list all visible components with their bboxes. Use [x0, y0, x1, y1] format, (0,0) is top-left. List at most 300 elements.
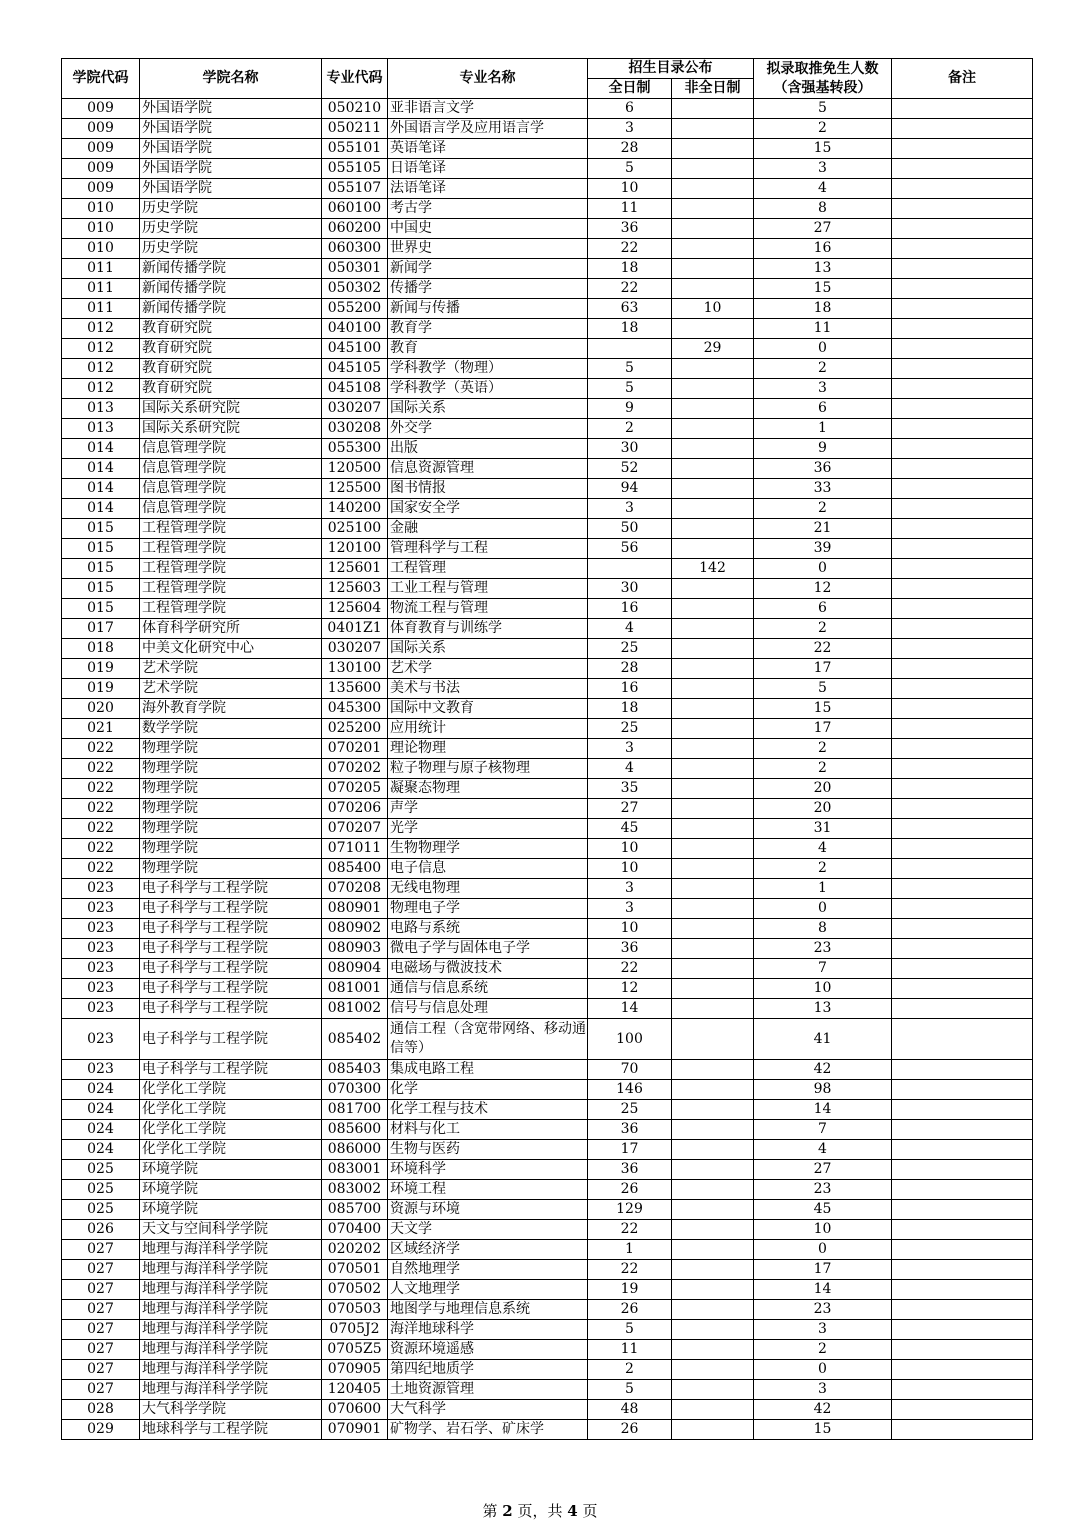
cell-college-name: 物理学院: [140, 819, 322, 839]
cell-full-time: 94: [588, 479, 672, 499]
cell-major-name: 通信与信息系统: [388, 979, 588, 999]
cell-major-name: 英语笔译: [388, 139, 588, 159]
cell-recommended: 15: [754, 699, 892, 719]
cell-college-name: 环境学院: [140, 1180, 322, 1200]
cell-college-code: 022: [62, 839, 140, 859]
cell-college-code: 023: [62, 999, 140, 1019]
cell-college-name: 中美文化研究中心: [140, 639, 322, 659]
cell-major-name: 法语笔译: [388, 179, 588, 199]
cell-major-name: 矿物学、岩石学、矿床学: [388, 1420, 588, 1440]
cell-college-code: 012: [62, 319, 140, 339]
cell-notes: [892, 719, 1033, 739]
cell-major-code: 085600: [322, 1120, 388, 1140]
cell-college-name: 历史学院: [140, 239, 322, 259]
cell-major-code: 125601: [322, 559, 388, 579]
cell-part-time: [672, 1240, 754, 1260]
cell-part-time: [672, 659, 754, 679]
footer-middle: 页，共: [517, 1502, 563, 1520]
cell-recommended: 17: [754, 659, 892, 679]
cell-part-time: [672, 479, 754, 499]
table-row: [62, 179, 1033, 199]
table-row: [62, 1120, 1033, 1140]
cell-notes: [892, 639, 1033, 659]
cell-college-name: 化学化工学院: [140, 1140, 322, 1160]
cell-notes: [892, 1180, 1033, 1200]
cell-college-name: 化学化工学院: [140, 1120, 322, 1140]
cell-major-code: 070300: [322, 1080, 388, 1100]
cell-notes: [892, 419, 1033, 439]
table-row: [62, 579, 1033, 599]
table-row: [62, 699, 1033, 719]
table-row: [62, 319, 1033, 339]
page-footer: [0, 1500, 1080, 1521]
cell-college-code: 023: [62, 1060, 140, 1080]
footer-page-number: 2: [502, 1502, 513, 1520]
cell-major-code: 070400: [322, 1220, 388, 1240]
cell-major-name: 教育: [388, 339, 588, 359]
cell-major-name: 粒子物理与原子核物理: [388, 759, 588, 779]
cell-college-name: 信息管理学院: [140, 439, 322, 459]
cell-major-name: 工业工程与管理: [388, 579, 588, 599]
cell-recommended: 15: [754, 139, 892, 159]
cell-major-code: 055200: [322, 299, 388, 319]
cell-college-name: 化学化工学院: [140, 1080, 322, 1100]
cell-part-time: [672, 459, 754, 479]
cell-recommended: 15: [754, 279, 892, 299]
cell-part-time: [672, 439, 754, 459]
cell-part-time: 10: [672, 299, 754, 319]
cell-major-code: 045300: [322, 699, 388, 719]
cell-notes: [892, 919, 1033, 939]
cell-notes: [892, 259, 1033, 279]
cell-part-time: [672, 119, 754, 139]
cell-recommended: 1: [754, 879, 892, 899]
cell-college-code: 014: [62, 479, 140, 499]
header-college-code: 学院代码: [62, 59, 140, 99]
cell-college-name: 地理与海洋科学学院: [140, 1340, 322, 1360]
cell-college-code: 015: [62, 579, 140, 599]
cell-college-name: 地球科学与工程学院: [140, 1420, 322, 1440]
cell-full-time: 14: [588, 999, 672, 1019]
cell-notes: [892, 779, 1033, 799]
cell-notes: [892, 1420, 1033, 1440]
cell-college-code: 011: [62, 259, 140, 279]
cell-college-name: 艺术学院: [140, 679, 322, 699]
cell-recommended: 0: [754, 339, 892, 359]
cell-part-time: [672, 999, 754, 1019]
cell-college-code: 022: [62, 819, 140, 839]
cell-major-code: 135600: [322, 679, 388, 699]
cell-college-code: 024: [62, 1080, 140, 1100]
cell-college-name: 地理与海洋科学学院: [140, 1260, 322, 1280]
cell-notes: [892, 839, 1033, 859]
cell-part-time: [672, 139, 754, 159]
table-row: [62, 419, 1033, 439]
cell-major-code: 050210: [322, 99, 388, 119]
cell-major-name: 土地资源管理: [388, 1380, 588, 1400]
cell-full-time: 28: [588, 139, 672, 159]
cell-major-code: 0705J2: [322, 1320, 388, 1340]
cell-college-name: 海外教育学院: [140, 699, 322, 719]
cell-full-time: 25: [588, 639, 672, 659]
table-row: [62, 119, 1033, 139]
cell-full-time: 12: [588, 979, 672, 999]
cell-part-time: [672, 159, 754, 179]
table-row: [62, 679, 1033, 699]
cell-college-name: 体育科学研究所: [140, 619, 322, 639]
cell-major-name: 考古学: [388, 199, 588, 219]
cell-notes: [892, 799, 1033, 819]
cell-notes: [892, 139, 1033, 159]
cell-full-time: 22: [588, 1220, 672, 1240]
cell-college-code: 009: [62, 159, 140, 179]
cell-recommended: 23: [754, 1180, 892, 1200]
cell-part-time: [672, 1180, 754, 1200]
cell-part-time: [672, 1300, 754, 1320]
cell-recommended: 3: [754, 1380, 892, 1400]
cell-recommended: 15: [754, 1420, 892, 1440]
cell-part-time: [672, 1380, 754, 1400]
table-row: [62, 1200, 1033, 1220]
table-row: [62, 219, 1033, 239]
cell-part-time: [672, 779, 754, 799]
header-full-time: 全日制: [588, 79, 672, 99]
cell-major-code: 085700: [322, 1200, 388, 1220]
table-row: [62, 659, 1033, 679]
cell-recommended: 39: [754, 539, 892, 559]
cell-recommended: 17: [754, 719, 892, 739]
footer-suffix: 页: [582, 1502, 598, 1520]
cell-recommended: 6: [754, 599, 892, 619]
cell-major-code: 0705Z5: [322, 1340, 388, 1360]
table-row: [62, 199, 1033, 219]
table-row: [62, 99, 1033, 119]
table-row: [62, 719, 1033, 739]
table-row: [62, 759, 1033, 779]
cell-major-name: 外国语言学及应用语言学: [388, 119, 588, 139]
cell-college-code: 023: [62, 899, 140, 919]
cell-major-code: 120405: [322, 1380, 388, 1400]
cell-part-time: [672, 1420, 754, 1440]
cell-college-code: 013: [62, 419, 140, 439]
cell-college-code: 027: [62, 1340, 140, 1360]
cell-recommended: 7: [754, 1120, 892, 1140]
cell-recommended: 0: [754, 559, 892, 579]
cell-part-time: [672, 1200, 754, 1220]
cell-recommended: 8: [754, 919, 892, 939]
cell-recommended: 2: [754, 359, 892, 379]
cell-notes: [892, 579, 1033, 599]
cell-major-code: 030208: [322, 419, 388, 439]
cell-notes: [892, 479, 1033, 499]
cell-major-name: 光学: [388, 819, 588, 839]
cell-major-name: 亚非语言文学: [388, 99, 588, 119]
cell-major-name: 环境科学: [388, 1160, 588, 1180]
cell-college-code: 011: [62, 279, 140, 299]
cell-recommended: 98: [754, 1080, 892, 1100]
cell-major-name: 声学: [388, 799, 588, 819]
cell-recommended: 31: [754, 819, 892, 839]
cell-college-name: 地理与海洋科学学院: [140, 1320, 322, 1340]
cell-major-code: 055107: [322, 179, 388, 199]
cell-part-time: [672, 1280, 754, 1300]
table-row: [62, 939, 1033, 959]
cell-college-code: 023: [62, 959, 140, 979]
table-row: [62, 379, 1033, 399]
cell-major-code: 083001: [322, 1160, 388, 1180]
cell-major-name: 环境工程: [388, 1180, 588, 1200]
cell-college-code: 023: [62, 879, 140, 899]
cell-notes: [892, 939, 1033, 959]
cell-full-time: 100: [588, 1019, 672, 1060]
cell-recommended: 5: [754, 99, 892, 119]
cell-notes: [892, 1380, 1033, 1400]
cell-notes: [892, 1340, 1033, 1360]
cell-college-name: 信息管理学院: [140, 499, 322, 519]
cell-major-code: 0401Z1: [322, 619, 388, 639]
cell-full-time: [588, 339, 672, 359]
cell-college-name: 环境学院: [140, 1160, 322, 1180]
cell-college-name: 新闻传播学院: [140, 299, 322, 319]
cell-major-code: 060100: [322, 199, 388, 219]
cell-full-time: 4: [588, 759, 672, 779]
cell-college-name: 天文与空间科学学院: [140, 1220, 322, 1240]
cell-major-code: 081002: [322, 999, 388, 1019]
cell-college-name: 物理学院: [140, 799, 322, 819]
cell-part-time: [672, 99, 754, 119]
cell-college-code: 024: [62, 1140, 140, 1160]
cell-full-time: 5: [588, 1380, 672, 1400]
table-row: [62, 459, 1033, 479]
cell-major-name: 美术与书法: [388, 679, 588, 699]
cell-major-code: 050211: [322, 119, 388, 139]
cell-full-time: 10: [588, 859, 672, 879]
cell-major-code: 070206: [322, 799, 388, 819]
cell-major-name: 国际关系: [388, 639, 588, 659]
cell-major-name: 化学: [388, 1080, 588, 1100]
cell-recommended: 2: [754, 119, 892, 139]
cell-major-code: 020202: [322, 1240, 388, 1260]
table-row: [62, 1100, 1033, 1120]
header-major-name: 专业名称: [388, 59, 588, 99]
cell-part-time: [672, 279, 754, 299]
cell-college-name: 地理与海洋科学学院: [140, 1300, 322, 1320]
cell-full-time: 18: [588, 259, 672, 279]
cell-college-name: 环境学院: [140, 1200, 322, 1220]
cell-major-name: 中国史: [388, 219, 588, 239]
cell-major-name: 艺术学: [388, 659, 588, 679]
cell-recommended: 9: [754, 439, 892, 459]
cell-recommended: 0: [754, 1360, 892, 1380]
cell-part-time: [672, 499, 754, 519]
cell-major-name: 图书情报: [388, 479, 588, 499]
cell-notes: [892, 1240, 1033, 1260]
cell-college-code: 014: [62, 439, 140, 459]
cell-part-time: [672, 599, 754, 619]
cell-notes: [892, 759, 1033, 779]
cell-part-time: [672, 1320, 754, 1340]
cell-major-code: 060200: [322, 219, 388, 239]
cell-college-name: 教育研究院: [140, 319, 322, 339]
cell-major-name: 无线电物理: [388, 879, 588, 899]
cell-major-code: 081700: [322, 1100, 388, 1120]
cell-part-time: [672, 1100, 754, 1120]
cell-college-code: 010: [62, 219, 140, 239]
cell-part-time: [672, 959, 754, 979]
table-row: [62, 339, 1033, 359]
table-row: [62, 1260, 1033, 1280]
cell-notes: [892, 1300, 1033, 1320]
cell-college-code: 015: [62, 519, 140, 539]
table-row: [62, 559, 1033, 579]
cell-part-time: [672, 579, 754, 599]
cell-part-time: [672, 1340, 754, 1360]
cell-major-code: 086000: [322, 1140, 388, 1160]
cell-notes: [892, 999, 1033, 1019]
table-row: [62, 1160, 1033, 1180]
cell-notes: [892, 519, 1033, 539]
cell-major-name: 出版: [388, 439, 588, 459]
cell-major-code: 050301: [322, 259, 388, 279]
table-row: [62, 1320, 1033, 1340]
table-row: [62, 799, 1033, 819]
table-header: [62, 59, 1033, 99]
cell-major-name: 天文学: [388, 1220, 588, 1240]
cell-full-time: 17: [588, 1140, 672, 1160]
cell-part-time: [672, 859, 754, 879]
table-row: [62, 279, 1033, 299]
cell-notes: [892, 699, 1033, 719]
cell-college-code: 023: [62, 979, 140, 999]
cell-college-code: 023: [62, 919, 140, 939]
cell-notes: [892, 1019, 1033, 1060]
table-row: [62, 1280, 1033, 1300]
cell-major-name: 物流工程与管理: [388, 599, 588, 619]
cell-college-code: 009: [62, 139, 140, 159]
cell-college-name: 工程管理学院: [140, 599, 322, 619]
cell-major-name: 工程管理: [388, 559, 588, 579]
cell-full-time: 52: [588, 459, 672, 479]
cell-full-time: 26: [588, 1180, 672, 1200]
cell-full-time: 22: [588, 279, 672, 299]
cell-part-time: [672, 1400, 754, 1420]
table-row: [62, 919, 1033, 939]
cell-college-code: 020: [62, 699, 140, 719]
cell-full-time: 3: [588, 499, 672, 519]
cell-notes: [892, 1120, 1033, 1140]
cell-full-time: 9: [588, 399, 672, 419]
cell-college-code: 027: [62, 1300, 140, 1320]
cell-part-time: [672, 1120, 754, 1140]
cell-recommended: 1: [754, 419, 892, 439]
cell-full-time: 48: [588, 1400, 672, 1420]
cell-major-code: 081001: [322, 979, 388, 999]
cell-notes: [892, 1220, 1033, 1240]
table-row: [62, 519, 1033, 539]
cell-major-code: 070901: [322, 1420, 388, 1440]
cell-notes: [892, 899, 1033, 919]
cell-major-code: 085400: [322, 859, 388, 879]
cell-college-code: 018: [62, 639, 140, 659]
cell-part-time: [672, 539, 754, 559]
cell-college-code: 023: [62, 1019, 140, 1060]
header-notes: 备注: [892, 59, 1033, 99]
cell-college-name: 工程管理学院: [140, 579, 322, 599]
cell-recommended: 2: [754, 759, 892, 779]
cell-major-code: 125500: [322, 479, 388, 499]
table-row: [62, 239, 1033, 259]
cell-notes: [892, 239, 1033, 259]
cell-college-name: 外国语学院: [140, 179, 322, 199]
cell-recommended: 27: [754, 219, 892, 239]
cell-major-name: 学科教学（英语）: [388, 379, 588, 399]
table-row: [62, 139, 1033, 159]
cell-full-time: 25: [588, 719, 672, 739]
cell-recommended: 42: [754, 1060, 892, 1080]
cell-college-name: 电子科学与工程学院: [140, 979, 322, 999]
table-body: [62, 99, 1033, 1440]
cell-major-name: 微电子学与固体电子学: [388, 939, 588, 959]
cell-part-time: [672, 259, 754, 279]
cell-notes: [892, 1260, 1033, 1280]
cell-full-time: 2: [588, 419, 672, 439]
cell-full-time: 36: [588, 939, 672, 959]
cell-part-time: [672, 799, 754, 819]
table-row: [62, 359, 1033, 379]
cell-full-time: 30: [588, 579, 672, 599]
table-row: [62, 1300, 1033, 1320]
cell-recommended: 20: [754, 779, 892, 799]
cell-college-code: 025: [62, 1180, 140, 1200]
cell-major-code: 120500: [322, 459, 388, 479]
cell-major-code: 130100: [322, 659, 388, 679]
cell-major-name: 大气科学: [388, 1400, 588, 1420]
table-row: [62, 1420, 1033, 1440]
cell-college-code: 025: [62, 1160, 140, 1180]
cell-full-time: 25: [588, 1100, 672, 1120]
cell-full-time: 11: [588, 199, 672, 219]
cell-college-name: 外国语学院: [140, 139, 322, 159]
cell-major-name: 第四纪地质学: [388, 1360, 588, 1380]
cell-recommended: 4: [754, 839, 892, 859]
cell-full-time: 5: [588, 379, 672, 399]
cell-part-time: [672, 319, 754, 339]
cell-full-time: 10: [588, 919, 672, 939]
cell-major-name: 地图学与地理信息系统: [388, 1300, 588, 1320]
table-row: [62, 299, 1033, 319]
cell-major-name: 国家安全学: [388, 499, 588, 519]
cell-notes: [892, 279, 1033, 299]
cell-college-name: 教育研究院: [140, 359, 322, 379]
cell-recommended: 33: [754, 479, 892, 499]
cell-full-time: 50: [588, 519, 672, 539]
cell-full-time: 5: [588, 159, 672, 179]
cell-college-code: 014: [62, 499, 140, 519]
table-row: [62, 439, 1033, 459]
cell-major-code: 070503: [322, 1300, 388, 1320]
table-row: [62, 999, 1033, 1019]
cell-full-time: 16: [588, 599, 672, 619]
cell-major-code: 071011: [322, 839, 388, 859]
cell-college-code: 015: [62, 559, 140, 579]
cell-major-code: 120100: [322, 539, 388, 559]
cell-college-code: 019: [62, 679, 140, 699]
cell-part-time: [672, 1019, 754, 1060]
cell-recommended: 3: [754, 379, 892, 399]
cell-major-code: 085403: [322, 1060, 388, 1080]
cell-notes: [892, 439, 1033, 459]
cell-college-name: 电子科学与工程学院: [140, 959, 322, 979]
